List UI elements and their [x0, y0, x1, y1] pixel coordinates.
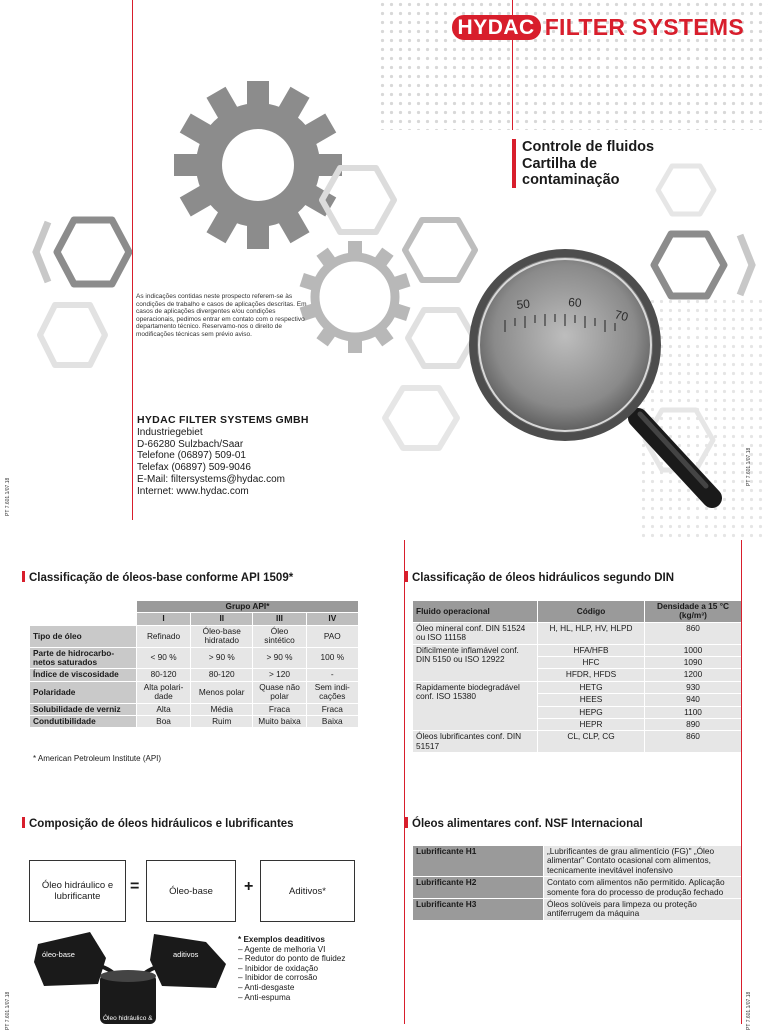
table-cell: Óleos solúveis para limpeza ou proteção antiferrugem da máquina: [544, 899, 741, 920]
table-cell: Baixa: [307, 716, 358, 727]
list-item: – Anti-espuma: [238, 992, 291, 1002]
red-guide-line: [132, 0, 133, 520]
brand-title: FILTER SYSTEMS: [544, 14, 744, 40]
table-row: [413, 682, 741, 693]
table-cell: HEPR: [538, 719, 644, 730]
din-header: Código: [538, 601, 644, 622]
hexagon: [408, 310, 474, 366]
doc-code: PT 7.601.1/07.18: [746, 991, 752, 1030]
table-cell: 1200: [645, 669, 741, 680]
hexagon: [385, 388, 457, 448]
table-row: [30, 648, 358, 669]
table-row: [413, 623, 741, 644]
can-right-label: aditivos: [173, 950, 199, 959]
table-cell: Refinado: [137, 626, 190, 647]
api-footnote: * American Petroleum Institute (API): [33, 754, 162, 763]
row-label: Parte de hidrocarbo- netos saturados: [30, 648, 136, 669]
row-label: Condutibilidade: [30, 716, 136, 727]
table-row: [413, 645, 741, 656]
api-column-header: II: [191, 613, 252, 624]
nsf-table: [412, 845, 742, 921]
table-row: [30, 704, 358, 715]
oil-can-left: [34, 932, 106, 986]
table-cell: PAO: [307, 626, 358, 647]
phone-line: Telefone (06897) 509-01: [137, 450, 246, 462]
table-cell: HEPG: [538, 707, 644, 718]
din-table: [412, 600, 742, 753]
list-item: – Anti-desgaste: [238, 982, 295, 992]
table-row: [413, 731, 741, 752]
gear-small: [300, 241, 411, 353]
equals-sign: =: [130, 878, 140, 895]
table-cell: -: [307, 669, 358, 680]
list-item: – Inibidor de oxidação: [238, 963, 319, 973]
table-cell: Menos polar: [191, 682, 252, 703]
nsf-title: Óleos alimentares conf. NSF Internacional: [412, 818, 643, 830]
din-title: Classificação de óleos hidráulicos segundo DIN: [412, 572, 675, 584]
table-cell: HEES: [538, 694, 644, 705]
table-cell: 1000: [645, 645, 741, 656]
hexagon: [40, 305, 105, 365]
row-label: Polaridade: [30, 682, 136, 703]
table-cell: < 90 %: [137, 648, 190, 669]
doc-code: PT 7.601.1/07.18: [5, 477, 11, 516]
magnifier-scale-label: 50: [515, 296, 531, 312]
oil-can-right: [150, 934, 226, 988]
chevron-right-icon: [740, 235, 752, 295]
doc-code: PT 7.601.1/07.18: [746, 447, 752, 486]
table-cell: > 90 %: [253, 648, 305, 669]
company-address: [137, 415, 309, 498]
fax-line: Telefax (06897) 509-9046: [137, 462, 251, 474]
table-cell: Rapidamente biodegradável conf. ISO 15380: [413, 682, 537, 731]
table-cell: Alta polari- dade: [137, 682, 190, 703]
table-row: [30, 716, 358, 727]
table-cell: 860: [645, 731, 741, 752]
table-cell: Contato com alimentos não permitido. Aplicação somente fora do processo de produção fechado: [544, 877, 741, 898]
api-title: Classificação de óleos-base conforme API 1509*: [29, 572, 294, 584]
row-label: Lubrificante H3: [413, 899, 543, 920]
row-label: Índice de viscosidade: [30, 669, 136, 680]
hexagon: [654, 234, 724, 296]
hexagon: [57, 220, 129, 284]
base-oil-box: Óleo-base: [146, 860, 236, 922]
email-line: E-Mail: filtersystems@hydac.com: [137, 473, 285, 485]
table-cell: 80-120: [137, 669, 190, 680]
row-label: Lubrificante H1: [413, 846, 543, 876]
additive-examples: [238, 935, 345, 1002]
table-cell: 80-120: [191, 669, 252, 680]
table-cell: Fraca: [253, 704, 305, 715]
api-column-header: I: [137, 613, 190, 624]
hydac-logo: HYDAC: [452, 15, 541, 40]
table-cell: > 90 %: [191, 648, 252, 669]
list-item: – Redutor do ponto de fluidez: [238, 954, 346, 964]
section-marker: [405, 817, 408, 828]
cover-title-line: Controle de fluidos: [522, 139, 655, 155]
section-marker: [405, 571, 408, 582]
table-cell: HFDR, HFDS: [538, 669, 644, 680]
table-cell: 930: [645, 682, 741, 693]
row-label: Lubrificante H2: [413, 877, 543, 898]
website-line: Internet: www.hydac.com: [137, 485, 249, 497]
table-cell: „Lubrificantes de grau alimentício (FG)" „Óleo alimentar" Contato ocasional com alimentos, tecnicamente inevitável inofensivo: [544, 846, 741, 876]
table-row: [30, 682, 358, 703]
table-cell: Dificilmente inflamável conf. DIN 5150 ou ISO 12922: [413, 645, 537, 681]
table-cell: 890: [645, 719, 741, 730]
company-name: HYDAC FILTER SYSTEMS GMBH: [137, 414, 309, 426]
api-section-title: [22, 571, 293, 584]
api-group-header: Grupo API*: [137, 601, 358, 612]
table-row: [413, 899, 741, 920]
address-line: D-66280 Sulzbach/Saar: [137, 438, 244, 450]
examples-title: * Exemplos deaditivos: [238, 935, 325, 944]
api-table: [29, 600, 359, 728]
table-cell: 1100: [645, 707, 741, 718]
din-section-title: [405, 571, 674, 584]
plus-sign: +: [244, 878, 254, 895]
row-label: Solubilidade de verniz: [30, 704, 136, 715]
table-cell: Óleo-base hidratado: [191, 626, 252, 647]
magnifier-scale-label: 60: [567, 295, 583, 310]
section-marker: [22, 571, 25, 582]
table-cell: Óleo mineral conf. DIN 51524 ou ISO 11158: [413, 623, 537, 644]
table-cell: 100 %: [307, 648, 358, 669]
drum-label: Óleo hidráulico &: [103, 1015, 153, 1022]
table-cell: HFA/HFB: [538, 645, 644, 656]
table-cell: 860: [645, 623, 741, 644]
nsf-section-title: [405, 817, 643, 830]
brand-logo: [452, 14, 744, 41]
api-column-header: IV: [307, 613, 358, 624]
red-guide-line: [404, 540, 405, 1024]
table-cell: Média: [191, 704, 252, 715]
table-cell: Fraca: [307, 704, 358, 715]
cover-title-line: contaminação: [522, 172, 620, 188]
table-cell: Óleos lubrificantes conf. DIN 51517: [413, 731, 537, 752]
table-cell: HFC: [538, 657, 644, 668]
table-cell: H, HL, HLP, HV, HLPD: [538, 623, 644, 644]
table-cell: Boa: [137, 716, 190, 727]
table-cell: Muito baixa: [253, 716, 305, 727]
section-marker: [22, 817, 25, 828]
hydraulic-oil-box: Óleo hidráulico e lubrificante: [29, 860, 126, 922]
table-cell: Sem indi- cações: [307, 682, 358, 703]
drum-top: [100, 970, 156, 982]
address-line: Industriegebiet: [137, 426, 203, 438]
cover-title: [522, 139, 654, 189]
red-guide-line: [512, 139, 516, 188]
list-item: – Inibidor de corrosão: [238, 973, 318, 983]
table-row: [413, 846, 741, 876]
table-row: [413, 877, 741, 898]
oil-cans-illustration: [30, 926, 230, 1024]
magnifier-scale-label: 70: [613, 307, 630, 325]
cover-title-line: Cartilha de: [522, 155, 597, 172]
table-cell: HETG: [538, 682, 644, 693]
doc-code: PT 7.601.1/07.18: [5, 991, 11, 1030]
table-cell: 1090: [645, 657, 741, 668]
composition-section-title: [22, 817, 294, 830]
gear-large: [174, 81, 342, 249]
composition-title: Composição de óleos hidráulicos e lubrificantes: [29, 818, 294, 830]
table-cell: Óleo sintético: [253, 626, 305, 647]
table-cell: Alta: [137, 704, 190, 715]
chevron-left-icon: [36, 222, 48, 282]
din-header: Densidade a 15 °C (kg/m³): [645, 601, 741, 622]
hexagon: [658, 166, 714, 214]
din-header: Fluido operacional: [413, 601, 537, 622]
row-label: Tipo de óleo: [30, 626, 136, 647]
table-cell: 940: [645, 694, 741, 705]
hexagon: [405, 220, 475, 280]
additives-box: Aditivos*: [260, 860, 355, 922]
table-cell: CL, CLP, CG: [538, 731, 644, 752]
table-cell: > 120: [253, 669, 305, 680]
table-row: [30, 669, 358, 680]
api-column-header: III: [253, 613, 305, 624]
table-cell: Ruim: [191, 716, 252, 727]
can-left-label: óleo-base: [42, 950, 75, 959]
table-row: [30, 626, 358, 647]
table-cell: Quase não polar: [253, 682, 305, 703]
list-item: – Agente de melhoria VI: [238, 944, 326, 954]
disclaimer-text: As indicações contidas neste prospecto referem-se às condições de trabalho e casos de aplicações descritas. Em casos de aplicações divergentes e/ou condições operacionais, pedimos entrar em contato com o respectivo departamento técnico. Reservamo-nos o direito de modificações técnicas sem prévio aviso.: [136, 293, 307, 338]
